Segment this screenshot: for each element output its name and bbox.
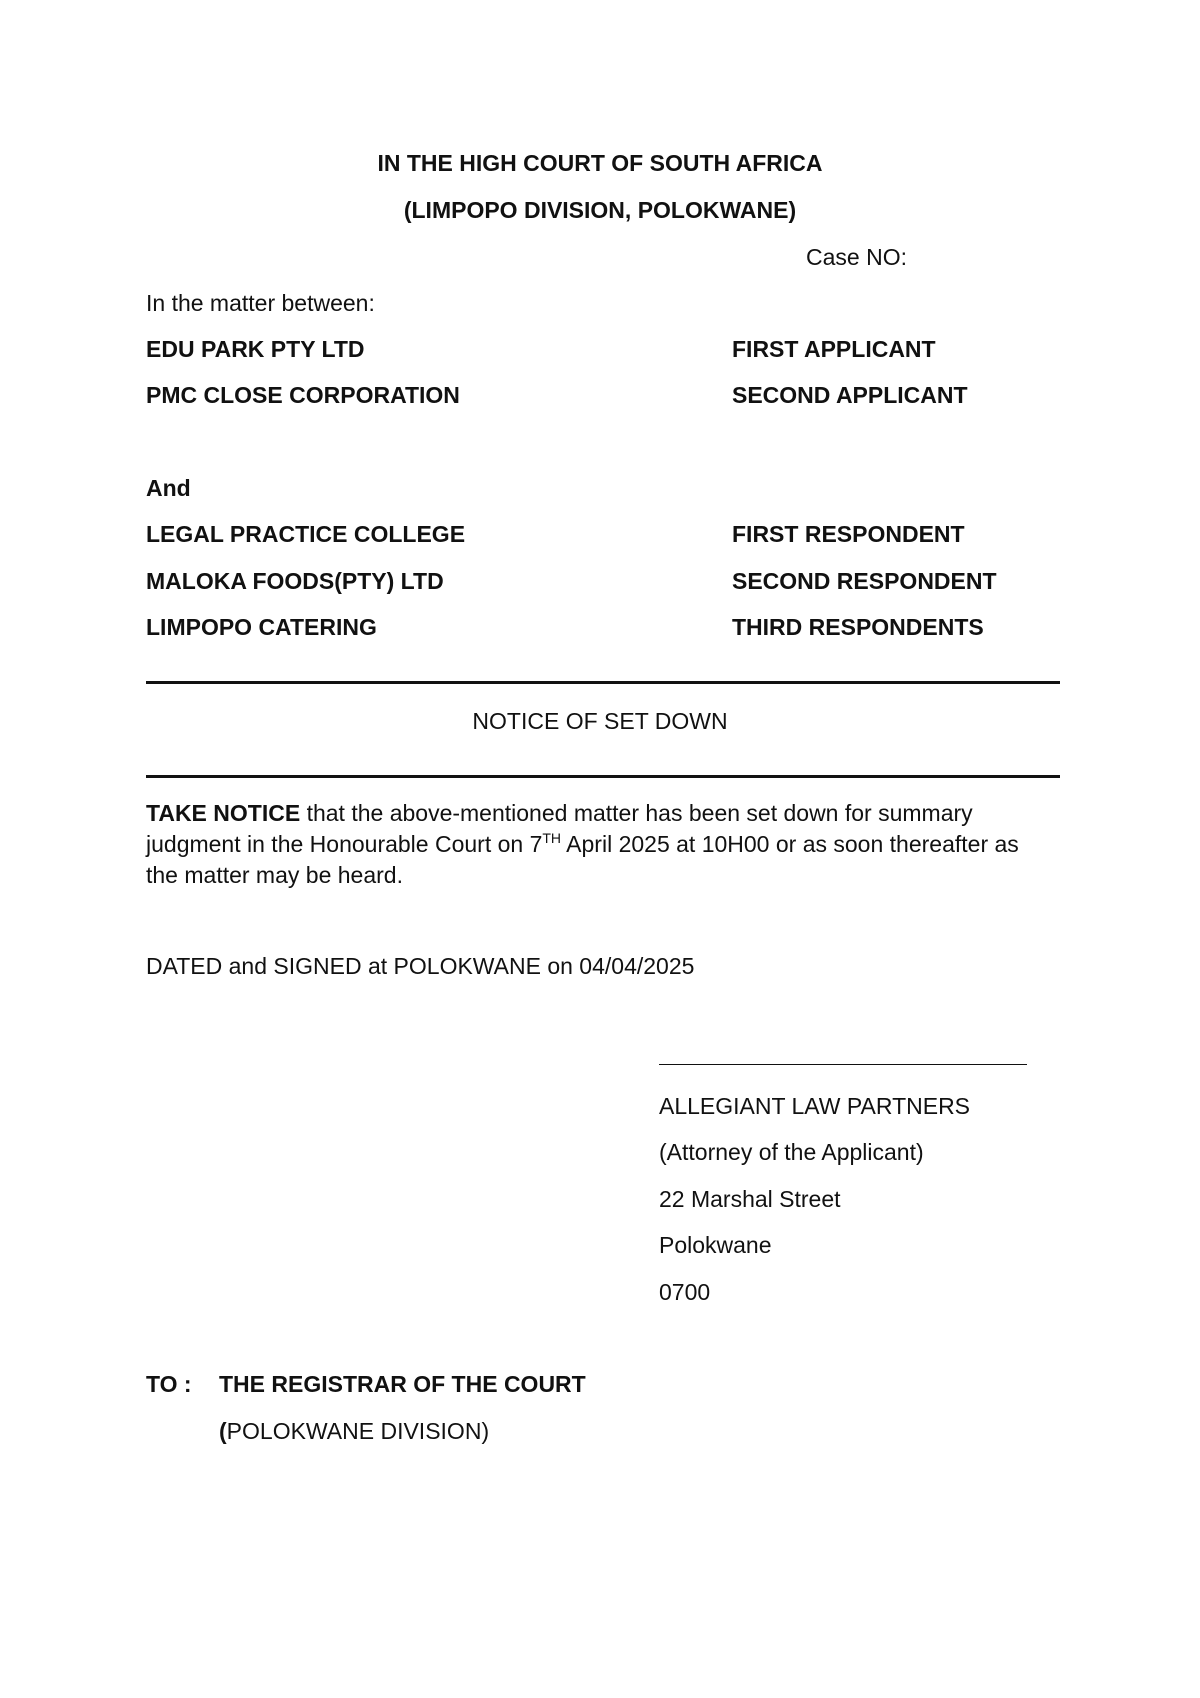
matter-intro: In the matter between: <box>146 290 375 316</box>
notice-body-part1: that the above-mentioned matter has been set down for summary judgment in the Honourable Court on 7 <box>146 800 973 857</box>
applicant-1-name: EDU PARK PTY LTD <box>146 336 365 362</box>
notice-title: NOTICE OF SET DOWN <box>472 708 728 734</box>
respondent-2-name: MALOKA FOODS(PTY) LTD <box>146 568 444 594</box>
notice-body-part2: April 2025 at 10H00 or as soon thereafter as the matter may be heard. <box>146 831 1019 888</box>
firm-city: Polokwane <box>659 1232 772 1258</box>
respondent-3-name: LIMPOPO CATERING <box>146 614 377 640</box>
division-close-paren: ) <box>481 1418 490 1444</box>
signature-line <box>659 1064 1027 1065</box>
divider-bottom <box>146 775 1060 778</box>
firm-street: 22 Marshal Street <box>659 1186 841 1212</box>
notice-lead: TAKE NOTICE <box>146 800 301 826</box>
to-label: TO : <box>146 1371 192 1397</box>
and-conjunction: And <box>146 475 191 501</box>
applicant-2-role: SECOND APPLICANT <box>732 382 968 408</box>
addressee-division <box>219 1420 489 1443</box>
divider-top <box>146 681 1060 684</box>
case-number-label: Case NO: <box>806 244 907 270</box>
firm-name: ALLEGIANT LAW PARTNERS <box>659 1093 971 1119</box>
respondent-1-role: FIRST RESPONDENT <box>732 521 965 547</box>
notice-date-superscript: TH <box>542 830 562 846</box>
applicant-1-role: FIRST APPLICANT <box>732 336 936 362</box>
firm-postal-code: 0700 <box>659 1279 711 1305</box>
notice-paragraph <box>146 798 1056 891</box>
respondent-2-role: SECOND RESPONDENT <box>732 568 997 594</box>
court-division: (LIMPOPO DIVISION, POLOKWANE) <box>403 197 797 223</box>
respondent-3-role: THIRD RESPONDENTS <box>732 614 984 640</box>
addressee-recipient: THE REGISTRAR OF THE COURT <box>219 1371 586 1397</box>
court-title: IN THE HIGH COURT OF SOUTH AFRICA <box>377 150 823 176</box>
respondent-1-name: LEGAL PRACTICE COLLEGE <box>146 521 466 547</box>
firm-role: (Attorney of the Applicant) <box>659 1139 924 1165</box>
dated-signed-line: DATED and SIGNED at POLOKWANE on 04/04/2025 <box>146 953 695 979</box>
division-text: POLOKWANE DIVISION <box>226 1418 482 1444</box>
division-open-paren: ( <box>219 1418 227 1444</box>
applicant-2-name: PMC CLOSE CORPORATION <box>146 382 460 408</box>
